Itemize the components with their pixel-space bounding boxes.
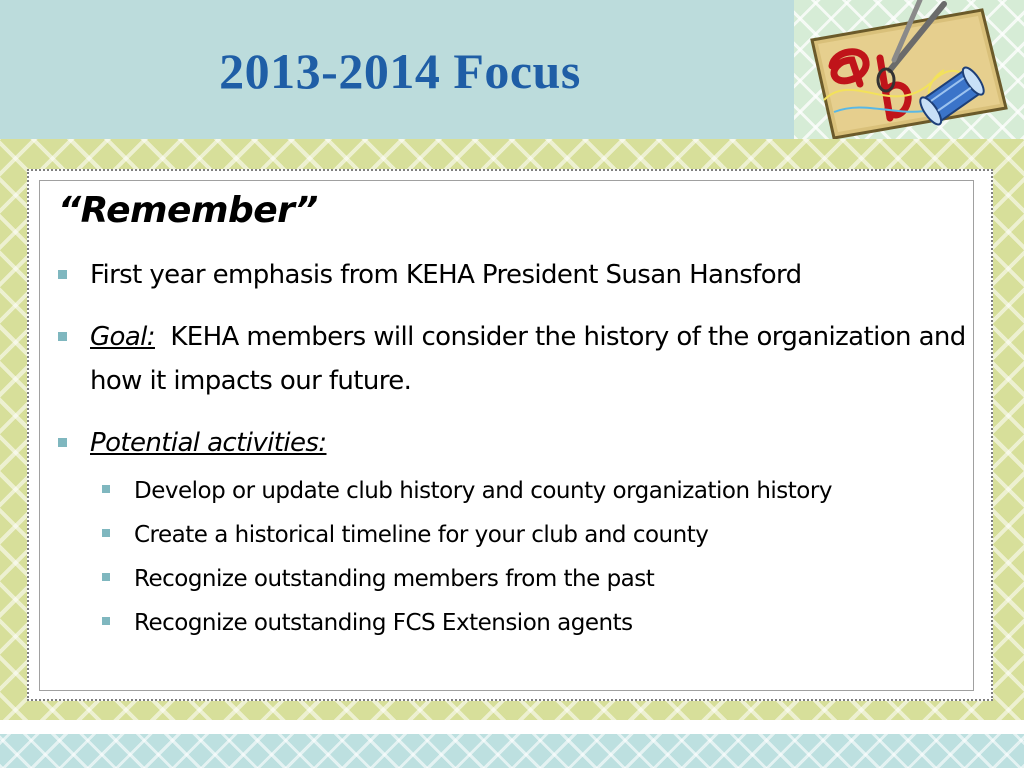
sub-bullet-text: Recognize outstanding FCS Extension agents: [134, 610, 633, 636]
sub-bullet-text: Recognize outstanding members from the past: [134, 566, 655, 592]
bottom-decorative-strip: [0, 734, 1024, 768]
square-bullet-icon: [102, 617, 110, 625]
sewing-scissors-spool-icon: [794, 0, 1024, 139]
bullet-text: KEHA members will consider the history of the organization and how it impacts our future.: [90, 322, 966, 396]
list-item: [56, 315, 976, 403]
divider: [0, 720, 1024, 734]
bullet-text: First year emphasis from KEHA President Susan Hansford: [90, 260, 802, 290]
bullet-label: Potential activities:: [90, 428, 327, 458]
sub-list-item: [56, 601, 976, 645]
slide-content: [56, 190, 976, 645]
bullet-label: Goal:: [90, 322, 155, 352]
square-bullet-icon: [58, 438, 67, 447]
sub-list-item: [56, 557, 976, 601]
square-bullet-icon: [58, 270, 67, 279]
square-bullet-icon: [58, 332, 67, 341]
list-item: [56, 253, 976, 297]
square-bullet-icon: [102, 485, 110, 493]
list-item: [56, 421, 976, 465]
sub-list-item: [56, 513, 976, 557]
sub-list: [56, 469, 976, 645]
slide-title: 2013-2014 Focus: [219, 43, 581, 99]
sub-list-item: [56, 469, 976, 513]
section-heading: “Remember”: [58, 190, 318, 231]
clipart-tile: [794, 0, 1024, 139]
square-bullet-icon: [102, 573, 110, 581]
sub-bullet-text: Create a historical timeline for your club and county: [134, 522, 709, 548]
square-bullet-icon: [102, 529, 110, 537]
sub-bullet-text: Develop or update club history and county organization history: [134, 478, 832, 504]
